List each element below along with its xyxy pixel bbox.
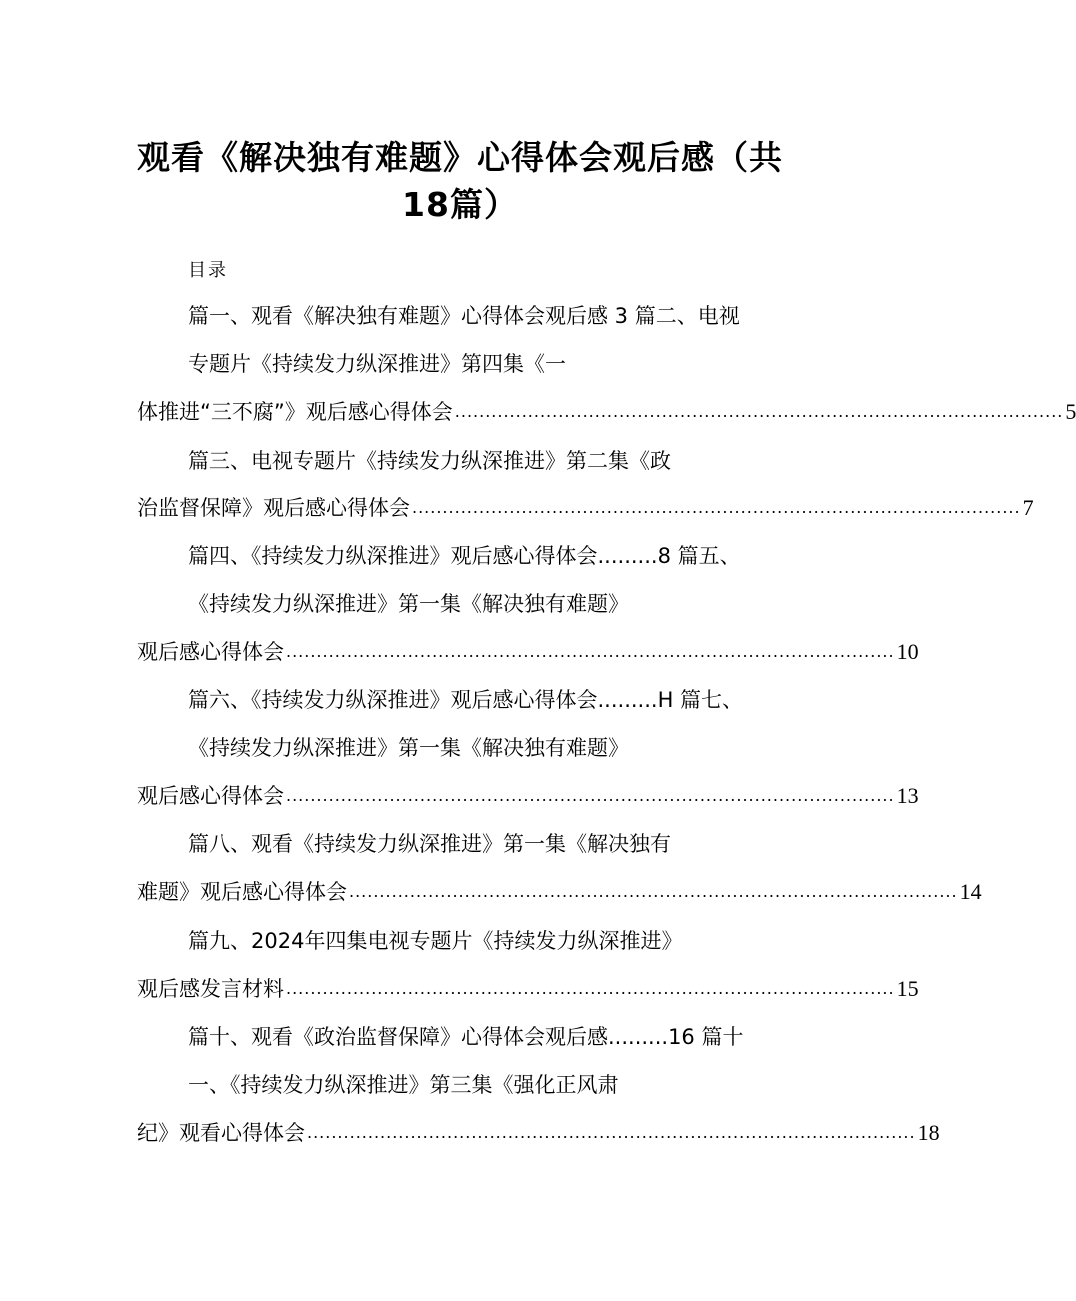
document-title-line-2: 18篇） — [402, 185, 518, 224]
toc-entry-title: 体推进“三不腐”》观后感心得体会 — [137, 400, 453, 424]
toc-entry[interactable] — [137, 781, 919, 811]
toc-line[interactable]: 《持续发力纵深推进》第一集《解决独有难题》 — [188, 736, 629, 760]
toc-page-number: 5 — [1065, 399, 1076, 424]
toc-line[interactable]: 篇八、观看《持续发力纵深推进》第一集《解决独有 — [188, 832, 671, 856]
toc-line[interactable]: 篇十、观看《政治监督保障》心得体会观后感.........16 篇十 — [188, 1025, 744, 1049]
toc-entry[interactable] — [137, 397, 1076, 427]
document-title-line-1: 观看《解决独有难题》心得体会观后感（共 — [137, 138, 783, 177]
toc-entry[interactable] — [137, 637, 919, 667]
dot-leader: .................................................................................................... — [286, 786, 895, 805]
toc-page-number: 18 — [917, 1120, 940, 1145]
toc-entry-title: 纪》观看心得体会 — [137, 1121, 305, 1145]
toc-label: 目录 — [188, 260, 228, 281]
toc-entry-title: 观后感心得体会 — [137, 784, 284, 808]
toc-entry-title: 治监督保障》观后感心得体会 — [137, 496, 410, 520]
toc-page-number: 10 — [896, 639, 919, 664]
dot-leader: .................................................................................................... — [412, 498, 1021, 517]
toc-entry[interactable] — [137, 974, 919, 1004]
toc-line[interactable]: 一、《持续发力纵深推进》第三集《强化正风肃 — [188, 1073, 619, 1097]
toc-page-number: 13 — [896, 783, 919, 808]
toc-line[interactable]: 《持续发力纵深推进》第一集《解决独有难题》 — [188, 592, 629, 616]
dot-leader: .................................................................................................... — [286, 979, 895, 998]
toc-entry[interactable] — [137, 493, 1034, 523]
dot-leader: .................................................................................................... — [454, 402, 1064, 421]
toc-page-number: 7 — [1022, 495, 1034, 520]
toc-page-number: 15 — [896, 976, 919, 1001]
dot-leader: .................................................................................................... — [286, 642, 895, 661]
toc-page-number: 14 — [959, 879, 982, 904]
toc-entry-title: 观后感心得体会 — [137, 640, 284, 664]
toc-line[interactable]: 篇一、观看《解决独有难题》心得体会观后感 3 篇二、电视 — [188, 304, 740, 328]
dot-leader: .................................................................................................... — [307, 1123, 916, 1142]
toc-entry[interactable] — [137, 1118, 940, 1148]
toc-line[interactable]: 篇六、《持续发力纵深推进》观后感心得体会.........H 篇七、 — [188, 688, 744, 712]
toc-line[interactable]: 专题片《持续发力纵深推进》第四集《一 — [188, 352, 566, 376]
toc-entry[interactable] — [137, 877, 982, 907]
toc-line[interactable]: 篇三、电视专题片《持续发力纵深推进》第二集《政 — [188, 449, 671, 473]
toc-line[interactable]: 篇四、《持续发力纵深推进》观后感心得体会.........8 篇五、 — [188, 544, 741, 568]
dot-leader: .................................................................................................... — [349, 882, 958, 901]
toc-entry-title: 观后感发言材料 — [137, 977, 284, 1001]
toc-line[interactable]: 篇九、2024年四集电视专题片《持续发力纵深推进》 — [188, 929, 683, 953]
toc-entry-title: 难题》观后感心得体会 — [137, 880, 347, 904]
